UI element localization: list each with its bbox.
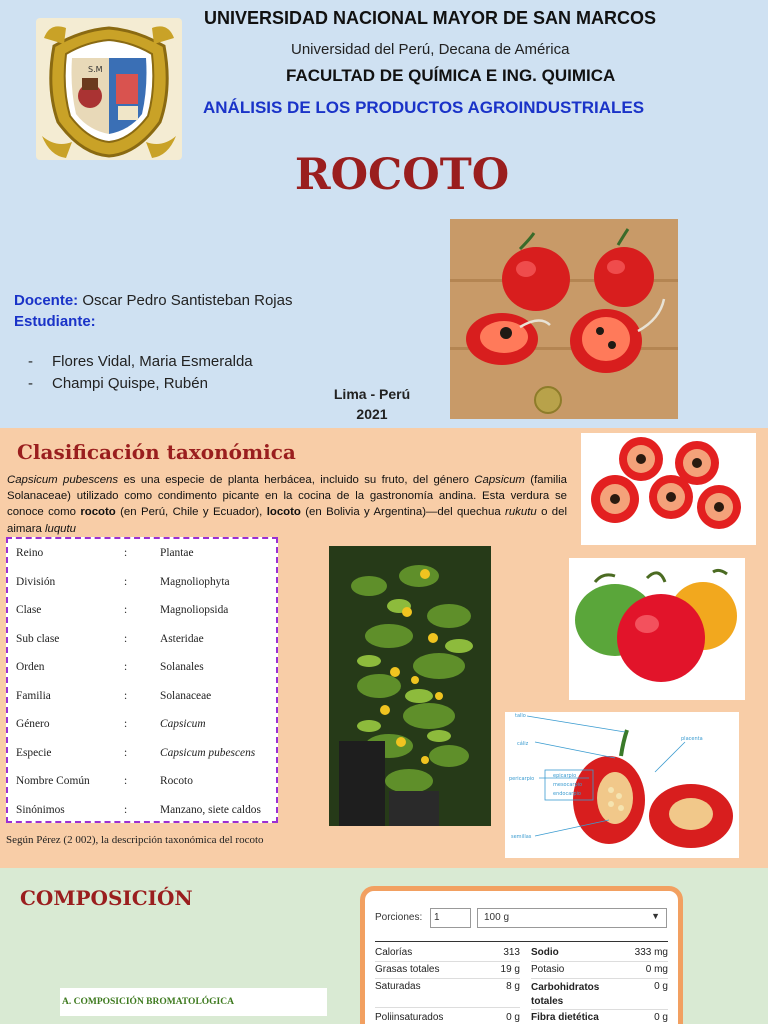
seal-emblem-icon — [36, 18, 182, 160]
nutrient-value: 333 mg — [634, 947, 668, 958]
desc-part: (en Perú, Chile y Ecuador), — [115, 506, 267, 519]
taxo-value: Magnoliophyta — [160, 575, 230, 588]
row-divider — [531, 1009, 668, 1010]
desc-part: o del aimara — [7, 506, 567, 535]
table-row — [8, 682, 276, 711]
desc-part: rocoto — [80, 506, 116, 519]
taxo-colon: : — [124, 604, 128, 616]
taxo-key: Clase — [16, 604, 42, 616]
teacher-line — [14, 292, 292, 309]
student-name: Flores Vidal, Maria Esmeralda — [52, 353, 253, 370]
rocoto-sliced-photo — [581, 433, 756, 545]
table-row — [8, 739, 276, 768]
anatomy-label: placenta — [681, 736, 703, 742]
city: Lima - Perú — [333, 386, 411, 402]
taxo-key: Género — [16, 718, 50, 730]
desc-part: Capsicum pubescens — [7, 474, 119, 486]
table-row — [8, 653, 276, 682]
taxo-key: Familia — [16, 689, 51, 702]
taxo-colon: : — [124, 718, 128, 730]
taxo-key: Orden — [16, 661, 45, 673]
university-seal — [36, 18, 182, 160]
student-label: Estudiante: — [14, 313, 96, 330]
desc-part: Capsicum — [474, 474, 525, 486]
taxo-colon: : — [124, 746, 128, 759]
desc-part: rukutu — [505, 506, 537, 519]
desc-part: (familia Solanaceae) utilizado como condimento picante en la cocina de la gastronomía andina. Esta verdura se conoce como — [7, 474, 567, 519]
rocoto-main-photo — [450, 219, 678, 419]
student-item — [28, 375, 208, 392]
nutrient-name: Carbohidratos totales — [531, 982, 600, 1007]
row-divider — [375, 1007, 520, 1008]
taxonomy-title: Clasificación taxonómica — [17, 440, 296, 464]
taxo-value: Solanales — [160, 661, 204, 673]
faculty-name: FACULTAD DE QUÍMICA E ING. QUIMICA — [286, 66, 616, 85]
table-row — [8, 625, 276, 654]
place-date — [322, 384, 422, 424]
anatomy-label: epicarpio — [553, 773, 577, 779]
student-item — [28, 353, 253, 370]
composition-title: COMPOSICIÓN — [20, 886, 193, 910]
taxo-value: Manzano, siete caldos — [160, 803, 261, 816]
taxonomy-description — [7, 472, 567, 537]
taxo-key: Sub clase — [16, 632, 60, 645]
teacher-label: Docente: — [14, 292, 79, 309]
nutrient-value: 0 mg — [645, 964, 668, 975]
student-line — [14, 313, 96, 330]
nutrient-value: 8 g — [506, 981, 520, 992]
teacher-name: Oscar Pedro Santisteban Rojas — [82, 292, 293, 309]
nutrient-name: Fibra dietética — [531, 1012, 599, 1023]
anatomy-label: endocarpio — [553, 791, 581, 797]
table-row — [8, 710, 276, 739]
student-name: Champi Quispe, Rubén — [52, 375, 208, 392]
rocoto-plant-photo — [329, 546, 491, 826]
chevron-down-icon: ▼ — [651, 911, 660, 921]
taxo-key: Reino — [16, 547, 44, 559]
rocoto-anatomy-diagram — [505, 712, 739, 858]
taxonomy-section — [0, 428, 768, 868]
taxo-key: División — [16, 575, 56, 588]
portion-unit-select[interactable] — [477, 908, 667, 928]
table-row — [8, 796, 276, 825]
row-divider — [531, 961, 668, 962]
portion-unit-value: 100 g — [484, 912, 510, 923]
nutrient-name: Calorías — [375, 947, 413, 958]
university-name: UNIVERSIDAD NACIONAL MAYOR DE SAN MARCOS — [204, 8, 657, 28]
table-row — [8, 767, 276, 796]
taxo-value: Asteridae — [160, 632, 204, 645]
list-dash: - — [28, 375, 33, 392]
rocoto-colors-photo — [569, 558, 745, 700]
list-dash: - — [28, 353, 33, 370]
desc-part: locoto — [266, 506, 301, 519]
anatomy-label: tallo — [515, 713, 526, 719]
table-row — [8, 539, 276, 568]
anatomy-label: pericarpio — [509, 776, 535, 782]
taxo-value: Magnoliopsida — [160, 604, 229, 616]
taxo-colon: : — [124, 575, 128, 588]
taxo-colon: : — [124, 775, 128, 787]
row-divider — [531, 978, 668, 979]
nutrition-separator — [375, 941, 668, 942]
portion-input[interactable]: 1 — [430, 908, 471, 928]
nutrient-name: Saturadas — [375, 981, 421, 992]
composition-subtitle: A. COMPOSICIÓN BROMATOLÓGICA — [62, 997, 234, 1007]
nutrient-name: Grasas totales — [375, 964, 440, 975]
desc-part: (en Bolivia y Argentina)—del quechua — [300, 506, 506, 519]
portion-label: Porciones: — [375, 912, 423, 923]
taxo-colon: : — [124, 661, 128, 673]
taxo-colon: : — [124, 803, 128, 816]
row-divider — [375, 961, 520, 962]
taxo-colon: : — [124, 689, 128, 702]
row-divider — [375, 978, 520, 979]
table-row — [8, 568, 276, 597]
taxo-value: Capsicum — [160, 718, 206, 730]
taxo-key: Nombre Común — [16, 775, 90, 787]
nutrient-name: Poliinsaturados — [375, 1012, 444, 1023]
anatomy-label: mesocarpio — [553, 782, 583, 788]
taxonomy-note: Según Pérez (2 002), la descripción taxonómica del rocoto — [6, 834, 264, 846]
taxo-value: Solanaceae — [160, 689, 212, 702]
taxo-key: Especie — [16, 746, 52, 759]
university-subtitle: Universidad del Perú, Decana de América — [291, 41, 570, 58]
taxonomy-table — [6, 537, 278, 823]
taxo-colon: : — [124, 632, 128, 645]
taxo-value: Rocoto — [160, 775, 193, 787]
taxo-key: Sinónimos — [16, 803, 65, 816]
nutrient-row — [531, 981, 668, 1009]
nutrient-name: Potasio — [531, 964, 565, 975]
nutrient-value: 0 g — [654, 981, 668, 992]
year: 2021 — [356, 406, 388, 422]
course-name: ANÁLISIS DE LOS PRODUCTOS AGROINDUSTRIALES — [203, 98, 645, 117]
nutrition-panel — [360, 886, 683, 1024]
page-title: ROCOTO — [294, 150, 510, 200]
nutrient-value: 0 g — [506, 1012, 520, 1023]
anatomy-label: cáliz — [517, 741, 529, 747]
nutrient-value: 19 g — [500, 964, 520, 975]
taxo-value: Plantae — [160, 547, 194, 559]
table-row — [8, 596, 276, 625]
desc-part: luqutu — [44, 522, 77, 535]
composition-section — [0, 868, 768, 1024]
nutrient-value: 313 — [503, 947, 520, 958]
anatomy-label: semillas — [511, 834, 532, 840]
taxo-colon: : — [124, 547, 128, 559]
nutrient-name: Sodio — [531, 947, 559, 958]
desc-part: es una especie de planta herbácea, incluido su fruto, del género — [118, 474, 475, 486]
header-section — [0, 0, 768, 428]
taxo-value: Capsicum pubescens — [160, 746, 256, 759]
svg-text:S.M: S.M — [88, 65, 103, 74]
nutrient-value: 0 g — [654, 1012, 668, 1023]
